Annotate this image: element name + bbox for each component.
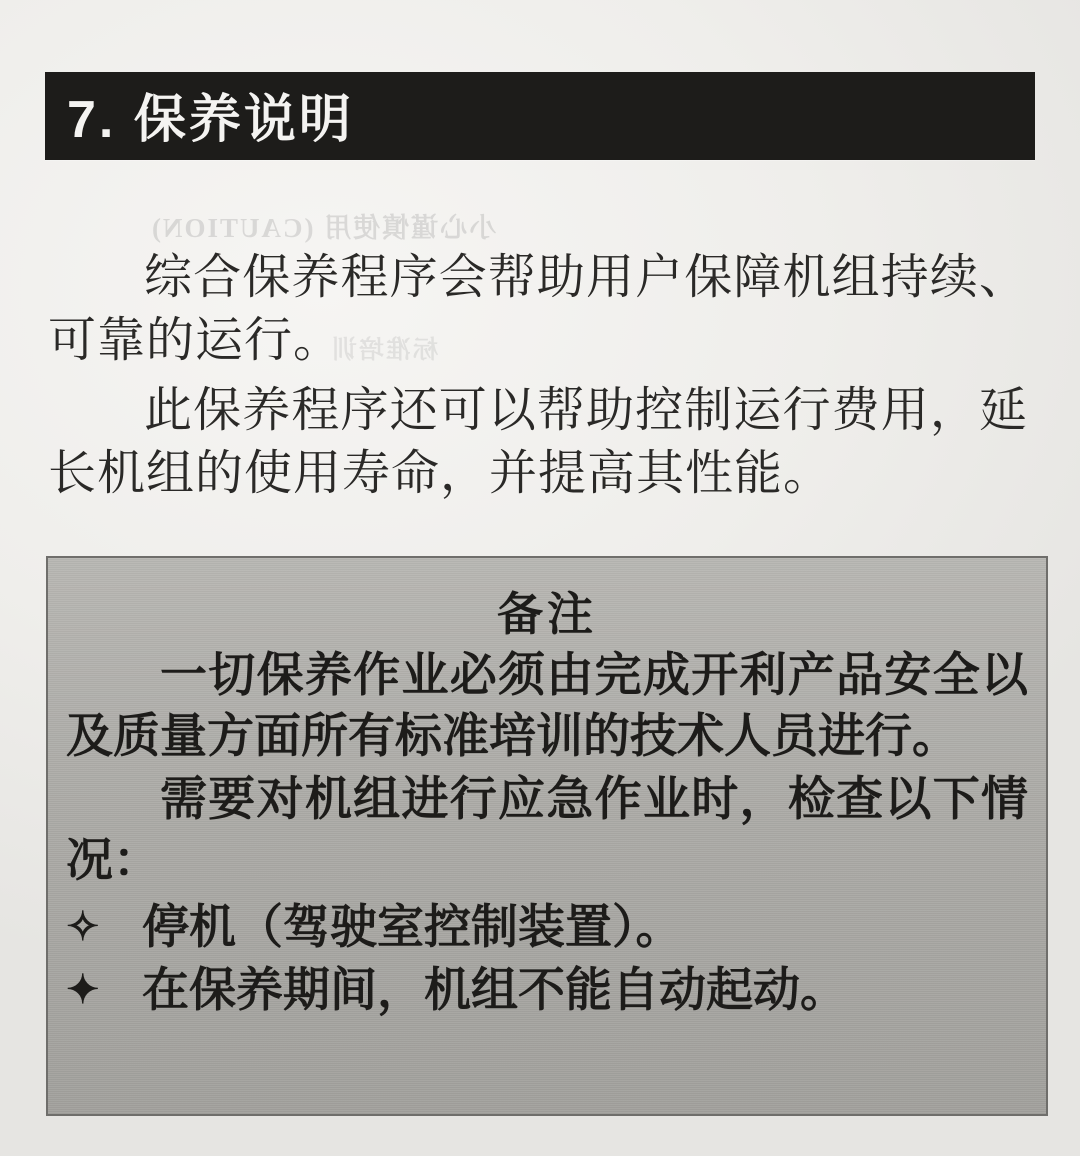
list-item [66, 961, 1028, 1022]
note-callout-box [46, 556, 1048, 1116]
note-bullet-list [66, 898, 1028, 1022]
section-heading-bar [45, 72, 1035, 160]
note-paragraph-2: 需要对机组进行应急作业时，检查以下情况： [66, 774, 1028, 888]
section-heading-text: 7. 保养说明 [67, 91, 354, 149]
show-through-text-line2: 标准培训 [330, 337, 439, 364]
note-paragraph-1: 一切保养作业必须由完成开利产品安全以及质量方面所有标准培训的技术人员进行。 [66, 650, 1028, 764]
body-paragraph-2: 此保养程序还可以帮助控制运行费用，延长机组的使用寿命，并提高其性能。 [48, 383, 1028, 501]
list-item [66, 898, 1028, 959]
body-paragraph-1: 综合保养程序会帮助用户保障机组持续、可靠的运行。 [48, 251, 1028, 368]
list-item-label: 在保养期间，机组不能自动起动。 [142, 965, 847, 1018]
diamond-outline-icon: ✧ [66, 904, 100, 950]
list-item-label: 停机（驾驶室控制装置）。 [142, 902, 683, 955]
body-copy [48, 246, 1028, 511]
note-title: 备注 [497, 589, 597, 640]
diamond-filled-icon: ✦ [66, 967, 100, 1013]
show-through-text-line1: 小心谨慎使用 (CAUTION) [150, 213, 497, 243]
